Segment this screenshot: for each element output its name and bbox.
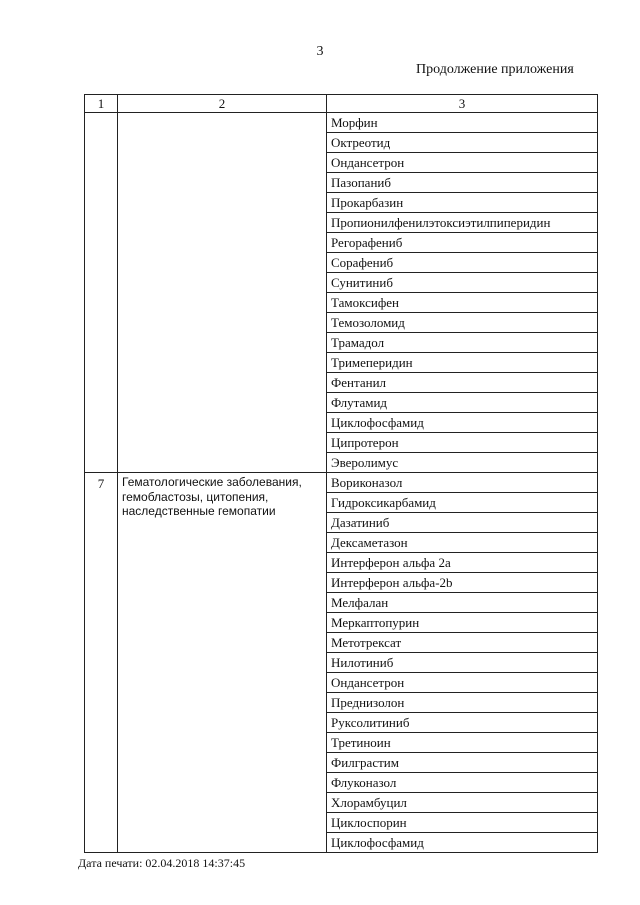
drug-item: Филграстим (327, 753, 597, 773)
drug-item: Ондансетрон (327, 673, 597, 693)
table-row (85, 473, 598, 853)
drug-item: Пропионилфенилэтоксиэтилпиперидин (327, 213, 597, 233)
drug-item: Мелфалан (327, 593, 597, 613)
page-number: 3 (316, 44, 324, 59)
drug-list-cell (327, 473, 598, 853)
drug-item: Гидроксикарбамид (327, 493, 597, 513)
drug-item: Флутамид (327, 393, 597, 413)
drug-item: Хлорамбуцил (327, 793, 597, 813)
drug-item: Циклофосфамид (331, 835, 424, 850)
drug-item: Меркаптопурин (327, 613, 597, 633)
drug-item: Фентанил (327, 373, 597, 393)
drug-list (327, 113, 597, 472)
row-number-cell: 7 (85, 473, 118, 853)
drug-list-cell (327, 113, 598, 473)
column-header-1: 1 (85, 95, 118, 113)
print-date: Дата печати: 02.04.2018 14:37:45 (78, 856, 246, 870)
drug-item: Метотрексат (327, 633, 597, 653)
drug-item: Тамоксифен (327, 293, 597, 313)
medication-table (84, 94, 598, 853)
drug-item: Дексаметазон (327, 533, 597, 553)
drug-item: Циклофосфамид (327, 413, 597, 433)
column-header-3: 3 (327, 95, 598, 113)
drug-item: Пазопаниб (327, 173, 597, 193)
drug-item: Регорафениб (327, 233, 597, 253)
drug-item: Интерферон альфа-2b (327, 573, 597, 593)
drug-item: Преднизолон (327, 693, 597, 713)
drug-item: Дазатиниб (327, 513, 597, 533)
column-header-2: 2 (118, 95, 327, 113)
drug-item: Трамадол (327, 333, 597, 353)
drug-item: Интерферон альфа 2а (327, 553, 597, 573)
table-body (85, 113, 598, 853)
drug-item: Ципротерон (327, 433, 597, 453)
table-row (85, 113, 598, 473)
drug-item: Циклоспорин (327, 813, 597, 833)
drug-item: Руксолитиниб (327, 713, 597, 733)
drug-item: Эверолимус (331, 455, 399, 470)
drug-item: Ондансетрон (327, 153, 597, 173)
drug-item: Морфин (327, 113, 597, 133)
drug-item: Темозоломид (327, 313, 597, 333)
drug-item: Тримеперидин (327, 353, 597, 373)
table-header-row (85, 95, 598, 113)
drug-item: Октреотид (327, 133, 597, 153)
condition-cell (118, 113, 327, 473)
drug-item: Нилотиниб (327, 653, 597, 673)
drug-item: Сорафениб (327, 253, 597, 273)
drug-item: Флуконазол (327, 773, 597, 793)
condition-cell: Гематологические заболевания, гемобластозы, цитопения, наследственные гемопатии (118, 473, 327, 853)
drug-item: Третиноин (327, 733, 597, 753)
drug-list (327, 473, 597, 852)
drug-item: Вориконазол (327, 473, 597, 493)
continuation-label: Продолжение приложения (416, 62, 574, 77)
drug-item: Прокарбазин (327, 193, 597, 213)
row-number-cell (85, 113, 118, 473)
drug-item: Сунитиниб (327, 273, 597, 293)
